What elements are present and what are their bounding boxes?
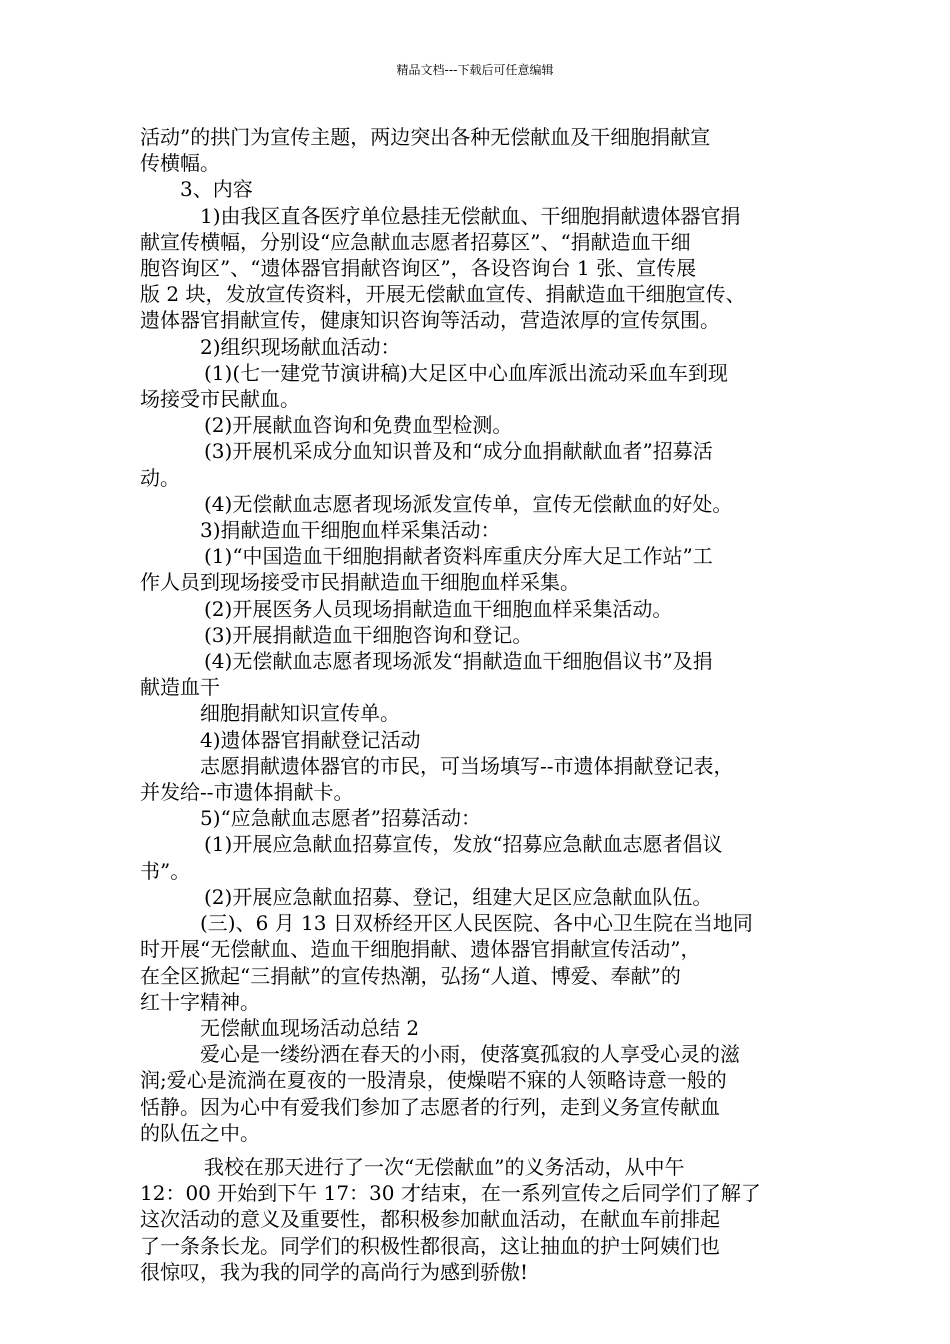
paragraph bbox=[140, 334, 812, 360]
paragraph bbox=[140, 805, 812, 831]
paragraph bbox=[140, 674, 812, 700]
paragraph bbox=[140, 360, 812, 386]
paragraph bbox=[140, 229, 812, 334]
paragraph bbox=[140, 858, 812, 884]
paragraph bbox=[140, 386, 812, 412]
paragraph bbox=[140, 779, 812, 805]
text-line: (4)无偿献血志愿者现场派发宣传单，宣传无偿献血的好处。 bbox=[204, 491, 733, 516]
text-line: 遗体器官捐献宣传，健康知识咨询等活动，营造浓厚的宣传氛围。 bbox=[140, 308, 720, 333]
text-line: 书”。 bbox=[140, 858, 191, 883]
text-line: 这次活动的意义及重要性，都积极参加献血活动，在献血车前排起 bbox=[140, 1207, 720, 1232]
paragraph bbox=[140, 176, 812, 202]
text-line: 志愿捐献遗体器官的市民，可当场填写--市遗体捐献登记表， bbox=[200, 753, 734, 778]
text-line: 很惊叹，我为我的同学的高尚行为感到骄傲! bbox=[140, 1259, 529, 1284]
text-line: (2)开展应急献血招募、登记，组建大足区应急献血队伍。 bbox=[204, 884, 713, 909]
text-line: (3)开展捐献造血干细胞咨询和登记。 bbox=[204, 622, 533, 647]
paragraph bbox=[140, 1154, 812, 1180]
paragraph bbox=[140, 831, 812, 857]
text-line: 无偿献血现场活动总结 2 bbox=[200, 1015, 420, 1040]
text-line: (2)开展医务人员现场捐献造血干细胞血样采集活动。 bbox=[204, 596, 673, 621]
text-line: 胞咨询区”、“遗体器官捐献咨询区”，各设咨询台 1 张、宣传展 bbox=[140, 256, 697, 281]
text-line: 活动”的拱门为宣传主题，两边突出各种无偿献血及干细胞捐献宣 bbox=[140, 125, 711, 149]
text-line: 献造血干 bbox=[140, 675, 220, 700]
text-line: (1)“中国造血干细胞捐献者资料库重庆分库大足工作站”工 bbox=[204, 544, 713, 569]
text-line: 爱心是一缕纷洒在春天的小雨，使落寞孤寂的人享受心灵的滋 bbox=[200, 1042, 740, 1067]
paragraph bbox=[140, 491, 812, 517]
text-line: 版 2 块，发放宣传资料，开展无偿献血宣传、捐献造血干细胞宣传、 bbox=[140, 282, 746, 307]
text-line: 1)由我区直各医疗单位悬挂无偿献血、干细胞捐献遗体器官捐 bbox=[200, 203, 741, 228]
text-line: 了一条条长龙。同学们的积极性都很高，这让抽血的护士阿姨们也 bbox=[140, 1233, 720, 1258]
paragraph bbox=[140, 543, 812, 569]
paragraph bbox=[140, 1067, 812, 1146]
text-line: (1)开展应急献血招募宣传，发放“招募应急献血志愿者倡议 bbox=[204, 832, 723, 857]
paragraph bbox=[140, 596, 812, 622]
document-body bbox=[140, 124, 812, 1285]
text-line: 3)捐献造血干细胞血样采集活动： bbox=[200, 518, 501, 543]
text-line: (2)开展献血咨询和免费血型检测。 bbox=[204, 413, 513, 438]
paragraph bbox=[140, 517, 812, 543]
text-line: 的队伍之中。 bbox=[140, 1120, 260, 1145]
text-line: 恬静。因为心中有爱我们参加了志愿者的行列，走到义务宣传献血 bbox=[140, 1094, 720, 1119]
text-line: 时开展“无偿献血、造血干细胞捐献、遗体器官捐献宣传活动”， bbox=[140, 937, 701, 962]
text-line: 2)组织现场献血活动： bbox=[200, 334, 401, 359]
text-line: 作人员到现场接受市民捐献造血干细胞血样采集。 bbox=[140, 570, 580, 595]
text-line: 5)“应急献血志愿者”招募活动： bbox=[200, 806, 481, 831]
paragraph bbox=[140, 884, 812, 910]
text-line: 细胞捐献知识宣传单。 bbox=[200, 701, 400, 726]
paragraph bbox=[140, 124, 812, 176]
paragraph bbox=[140, 1041, 812, 1067]
text-line: 传横幅。 bbox=[140, 151, 220, 176]
paragraph bbox=[140, 412, 812, 438]
text-line: 并发给--市遗体捐献卡。 bbox=[140, 780, 354, 805]
text-line: 我校在那天进行了一次“无偿献血”的义务活动，从中午 bbox=[204, 1154, 685, 1179]
paragraph bbox=[140, 700, 812, 726]
paragraph bbox=[140, 622, 812, 648]
page-header: 精品文档---下载后可任意编辑 bbox=[396, 63, 554, 77]
text-line: 场接受市民献血。 bbox=[140, 387, 300, 412]
paragraph bbox=[140, 569, 812, 595]
paragraph bbox=[140, 910, 812, 936]
text-line: (1)(七一建党节演讲稿)大足区中心血库派出流动采血车到现 bbox=[204, 360, 728, 385]
paragraph bbox=[140, 203, 812, 229]
text-line: 润;爱心是流淌在夏夜的一股清泉，使燥啱不寐的人领略诗意一般的 bbox=[140, 1068, 727, 1093]
paragraph bbox=[140, 727, 812, 753]
text-line: 献宣传横幅，分别设“应急献血志愿者招募区”、“捐献造血干细 bbox=[140, 229, 691, 254]
paragraph bbox=[140, 753, 812, 779]
paragraph bbox=[140, 648, 812, 674]
text-line: 红十字精神。 bbox=[140, 989, 260, 1014]
text-line: 4)遗体器官捐献登记活动 bbox=[200, 727, 421, 752]
text-line: 3、内容 bbox=[180, 177, 253, 202]
paragraph bbox=[140, 1180, 812, 1285]
text-line: (三)、6 月 13 日双桥经开区人民医院、各中心卫生院在当地同 bbox=[200, 911, 753, 936]
section-title bbox=[140, 1015, 812, 1041]
text-line: (3)开展机采成分血知识普及和“成分血捐献献血者”招募活 bbox=[204, 439, 713, 464]
text-line: (4)无偿献血志愿者现场派发“捐献造血干细胞倡议书”及捐 bbox=[204, 649, 713, 674]
paragraph bbox=[140, 438, 812, 464]
text-line: 在全区掀起“三捐献”的宣传热潮，弘扬“人道、博爱、奉献”的 bbox=[140, 963, 681, 988]
paragraph bbox=[140, 465, 812, 491]
text-line: 12：00 开始到下午 17：30 才结束，在一系列宣传之后同学们了解了 bbox=[140, 1181, 761, 1206]
text-line: 动。 bbox=[140, 465, 180, 490]
paragraph bbox=[140, 936, 812, 1015]
